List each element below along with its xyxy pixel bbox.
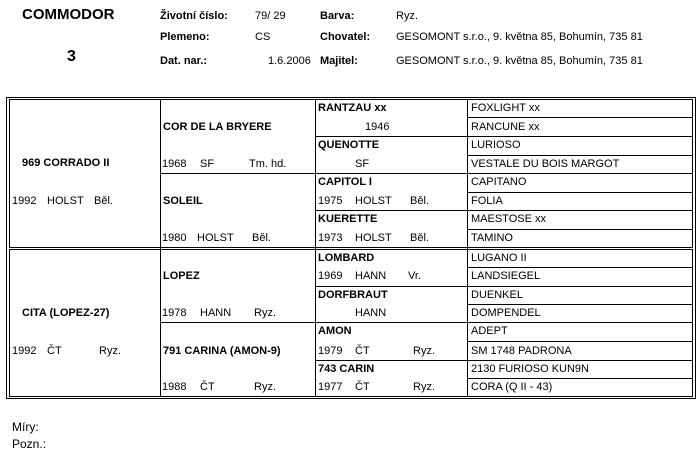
dam-sire-breed: HANN bbox=[200, 307, 232, 319]
gen4-ancestor: VESTALE DU BOIS MARGOT bbox=[471, 158, 620, 170]
life-number-label: Životní číslo: bbox=[160, 10, 228, 22]
row-divider bbox=[467, 117, 693, 118]
gen4-ancestor: FOLIA bbox=[471, 195, 503, 207]
dam-dam-breed: ČT bbox=[200, 381, 215, 393]
sss-year: 1946 bbox=[365, 121, 390, 133]
row-divider bbox=[315, 360, 468, 361]
dam-sire-color: Ryz. bbox=[254, 307, 276, 319]
note-label: Pozn.: bbox=[12, 437, 47, 451]
birth-date-label: Dat. nar.: bbox=[160, 55, 208, 67]
row-divider bbox=[467, 136, 693, 137]
row-divider bbox=[467, 286, 693, 287]
gen4-ancestor: LUGANO II bbox=[471, 252, 527, 264]
sire-dam-year: 1980 bbox=[162, 232, 187, 244]
dam-dam-name: 791 CARINA (AMON-9) bbox=[163, 345, 281, 357]
dds-color: Ryz. bbox=[413, 345, 435, 357]
sdd-name: KUERETTE bbox=[318, 213, 378, 225]
owner-label: Majitel: bbox=[320, 55, 358, 67]
breeder-label: Chovatel: bbox=[320, 31, 371, 43]
gen4-ancestor: MAESTOSE xx bbox=[471, 213, 546, 225]
sds-year: 1975 bbox=[318, 195, 343, 207]
dam-dam-year: 1988 bbox=[162, 381, 187, 393]
dds-year: 1979 bbox=[318, 345, 343, 357]
dds-name: AMON bbox=[318, 325, 352, 337]
sire-dam-color: Běl. bbox=[252, 232, 271, 244]
row-divider bbox=[160, 173, 316, 174]
birth-date-value: 1.6.2006 bbox=[268, 55, 311, 67]
dss-name: LOMBARD bbox=[318, 252, 375, 264]
gen4-ancestor: FOXLIGHT xx bbox=[471, 102, 540, 114]
row-divider bbox=[467, 155, 693, 156]
ddd-name: 743 CARIN bbox=[318, 363, 375, 375]
life-number-value: 79/ 29 bbox=[255, 10, 286, 22]
dam-dam-color: Ryz. bbox=[254, 381, 276, 393]
ddd-color: Ryz. bbox=[413, 381, 435, 393]
dam-name: CITA (LOPEZ-27) bbox=[22, 307, 110, 319]
breeder-value: GESOMONT s.r.o., 9. května 85, Bohumín, 735 81 bbox=[396, 31, 643, 43]
dss-color: Vr. bbox=[408, 270, 422, 282]
gen4-ancestor: DOMPENDEL bbox=[471, 307, 541, 319]
row-divider bbox=[315, 173, 468, 174]
row-divider bbox=[315, 322, 468, 323]
dss-breed: HANN bbox=[355, 270, 387, 282]
gen4-ancestor: CORA (Q II - 43) bbox=[471, 381, 553, 393]
sds-color: Běl. bbox=[410, 195, 429, 207]
horse-number: 3 bbox=[67, 48, 76, 65]
ssd-name: QUENOTTE bbox=[318, 139, 380, 151]
sire-breed: HOLST bbox=[47, 195, 84, 207]
gen4-ancestor: LURIOSO bbox=[471, 139, 521, 151]
ssd-breed: SF bbox=[355, 158, 370, 170]
dds-breed: ČT bbox=[355, 345, 370, 357]
sss-name: RANTZAU xx bbox=[318, 102, 387, 114]
row-divider bbox=[467, 192, 693, 193]
ddd-year: 1977 bbox=[318, 381, 343, 393]
dsd-breed: HANN bbox=[355, 307, 387, 319]
sire-dam-breed: HOLST bbox=[197, 232, 234, 244]
color-label: Barva: bbox=[320, 10, 355, 22]
sire-sire-name: COR DE LA BRYERE bbox=[163, 121, 272, 133]
row-divider bbox=[315, 136, 468, 137]
gen4-ancestor: RANCUNE xx bbox=[471, 121, 540, 133]
dam-sire-year: 1978 bbox=[162, 307, 187, 319]
sire-name: 969 CORRADO II bbox=[22, 157, 110, 169]
owner-value: GESOMONT s.r.o., 9. května 85, Bohumín, 735 81 bbox=[396, 55, 643, 67]
sdd-color: Běl. bbox=[410, 232, 429, 244]
row-divider bbox=[160, 322, 316, 323]
gen4-ancestor: ADEPT bbox=[471, 325, 508, 337]
horse-name: COMMODOR bbox=[22, 6, 115, 23]
breed-value: CS bbox=[255, 31, 271, 43]
sds-name: CAPITOL I bbox=[318, 176, 372, 188]
row-divider bbox=[315, 210, 468, 211]
sds-breed: HOLST bbox=[355, 195, 392, 207]
sire-dam-name: SOLEIL bbox=[163, 195, 203, 207]
gen4-ancestor: CAPITANO bbox=[471, 176, 527, 188]
row-divider bbox=[467, 210, 693, 211]
row-divider bbox=[315, 286, 468, 287]
row-divider bbox=[467, 341, 693, 342]
dam-color: Ryz. bbox=[99, 345, 121, 357]
row-divider bbox=[467, 378, 693, 379]
column-divider bbox=[160, 99, 161, 397]
sire-sire-breed: SF bbox=[200, 158, 215, 170]
row-divider bbox=[467, 229, 693, 230]
row-divider bbox=[467, 360, 693, 361]
dam-breed: ČT bbox=[47, 345, 62, 357]
dss-year: 1969 bbox=[318, 270, 343, 282]
column-divider bbox=[467, 99, 468, 397]
color-value: Ryz. bbox=[396, 10, 418, 22]
column-divider bbox=[315, 99, 316, 397]
sire-color: Běl. bbox=[94, 195, 113, 207]
gen4-ancestor: DUENKEL bbox=[471, 289, 523, 301]
gen4-ancestor: LANDSIEGEL bbox=[471, 270, 541, 282]
row-divider bbox=[467, 304, 693, 305]
sdd-breed: HOLST bbox=[355, 232, 392, 244]
sire-sire-year: 1968 bbox=[162, 158, 187, 170]
sire-year: 1992 bbox=[12, 195, 37, 207]
measures-label: Míry: bbox=[12, 420, 39, 434]
ddd-breed: ČT bbox=[355, 381, 370, 393]
gen4-ancestor: 2130 FURIOSO KUN9N bbox=[471, 363, 589, 375]
sire-sire-color: Tm. hd. bbox=[249, 158, 287, 170]
row-divider bbox=[467, 173, 693, 174]
row-divider bbox=[467, 267, 693, 268]
dsd-name: DORFBRAUT bbox=[318, 289, 388, 301]
gen4-ancestor: TAMINO bbox=[471, 232, 513, 244]
dam-sire-name: LOPEZ bbox=[163, 270, 200, 282]
dam-year: 1992 bbox=[12, 345, 37, 357]
gen4-ancestor: SM 1748 PADRONA bbox=[471, 345, 572, 357]
sdd-year: 1973 bbox=[318, 232, 343, 244]
breed-label: Plemeno: bbox=[160, 31, 210, 43]
row-divider bbox=[467, 322, 693, 323]
